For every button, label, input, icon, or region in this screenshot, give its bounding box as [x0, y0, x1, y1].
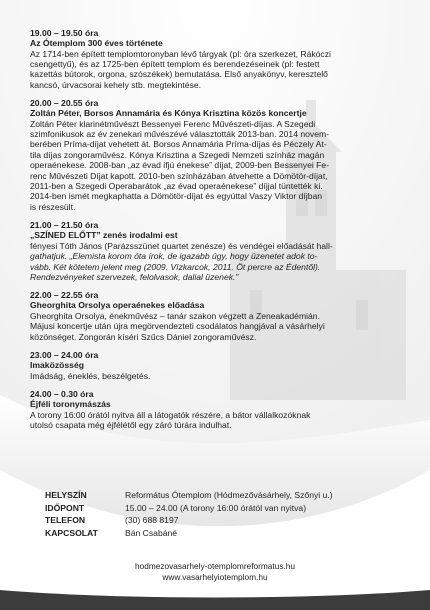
description-line: vább. Két kötetem jelent meg (2009. Vízkarcok, 2011. Öt percre az Édentől).	[30, 261, 321, 272]
event-time: 20.00 – 20.55 óra	[30, 98, 99, 109]
description-line: Zoltán Péter klarinétművészt Bessenyei Ferenc Művészeti-díjas. A Szegedi	[30, 118, 316, 129]
event-5	[30, 350, 402, 381]
website-link-1[interactable]: hodmezovasarhely-otemplomreformatus.hu	[134, 561, 296, 571]
description-line: szimfonikusok az év zenekari művészévé választották 2013-ban. 2014 novem-	[30, 129, 330, 140]
event-description	[30, 410, 402, 431]
description-line: 2011-ben a Szegedi Operabarátok „az évad operaénekese” díjjal tüntették ki.	[30, 181, 323, 192]
info-value: Bán Csabáné	[125, 527, 178, 538]
description-line: renc Művészeti Díjat kapott. 2010-ben színházában átvehette a Dömötör-díjat,	[30, 170, 328, 181]
info-row-venue	[45, 489, 333, 502]
info-table	[45, 489, 333, 539]
event-title: Gheorghita Orsolya operaénekes előadása	[30, 300, 205, 311]
event-description	[30, 371, 402, 381]
event-title: Éjféli toronymászás	[30, 399, 111, 410]
info-label: IDŐPONT	[45, 502, 85, 513]
event-title: „SZÍNED ELŐTT” zenés irodalmi est	[30, 230, 178, 241]
info-label: TELEFON	[45, 515, 86, 526]
description-line: Rendezvényeket szervezek, felolvasok, dalial üzenek.”	[30, 272, 239, 282]
description-line: Az 1714-ben épített templomtoronyban lévő tárgyak (pl: óra szerkezet, Rákóczi	[30, 48, 331, 59]
event-time: 21.00 – 21.50 óra	[30, 220, 99, 231]
info-row-contact	[45, 527, 333, 540]
description-line: utolsó csapata még éjfélétől egy záró túrára indulhat.	[30, 419, 232, 430]
description-line: kazettás bútorok, orgona, szószékek) bemutatása. Első anyakönyv, keresztelő	[30, 69, 328, 80]
event-2	[30, 98, 402, 212]
event-6	[30, 389, 402, 430]
description-line: A torony 16:00 órától nyitva áll a látogatók részére, a bátor vállalkozóknak	[30, 409, 311, 420]
event-time: 19.00 – 19.50 óra	[30, 28, 99, 38]
event-4	[30, 290, 402, 342]
description-line: 2014-ben ismét megkaphatta a Dömötör-díjat és egyúttal Vaszy Viktor díjban	[30, 191, 323, 202]
info-value: Református Ótemplom (Hódmezővásárhely, Szőnyi u.)	[125, 490, 333, 500]
description-line: Gheorghita Orsolya, énekművész – tanár szakon végzett a Zeneakadémián.	[30, 310, 320, 321]
description-line: Májusi koncertje után újra megörvendezteti csodálatos hangjával a vásárhelyi	[30, 321, 325, 332]
event-description	[30, 119, 402, 213]
event-title: Zoltán Péter, Borsos Annamária és Kónya Krisztina közös koncertje	[30, 108, 307, 119]
description-line: csengettyű), és az 1725-ben épített templom és berendezéseinek (pl: festett	[30, 58, 320, 69]
event-time: 23.00 – 24.00 óra	[30, 350, 99, 361]
description-line: operaénekese. 2008-ban „az évad ifjú énekese” díjat, 2009-ben Bessenyei Fe-	[30, 160, 330, 171]
info-label: KAPCSOLAT	[45, 527, 98, 538]
event-1	[30, 28, 402, 90]
description-line: gathatjuk. „Elemista korom óta írok, de igazabb úgy, hogy üzenetet adok to-	[30, 251, 318, 262]
website-link-2[interactable]: www.vasarhelyiotemplom.hu	[162, 572, 268, 582]
event-description	[30, 311, 402, 342]
description-line: közönséget. Zongorán kíséri Szűcs Dániel zongoraművész.	[30, 331, 257, 342]
info-value: (30) 688 8197	[125, 515, 179, 526]
event-time: 24.00 – 0.30 óra	[30, 389, 94, 400]
info-label: HELYSZÍN	[45, 490, 87, 500]
description-line: tila díjas zongoraművész. Kónya Krisztina a Szegedi Nemzeti színház magán	[30, 149, 325, 160]
description-line: is részesült.	[30, 201, 76, 212]
event-description	[30, 241, 402, 283]
description-line: Imádság, éneklés, beszélgetés.	[30, 370, 151, 381]
event-time: 22.00 – 22.55 óra	[30, 290, 99, 301]
info-row-time	[45, 502, 333, 515]
event-3	[30, 220, 402, 282]
info-row-phone	[45, 514, 333, 527]
description-line: kancsó, úrvacsorai kehely stb. megtekintése.	[30, 79, 202, 90]
footer-links	[0, 561, 430, 583]
event-title: Az Ótemplom 300 éves története	[30, 38, 163, 48]
description-line: berében Príma-díjat vehetett át. Borsos Annamária Príma-díjas és Péczely At-	[30, 139, 327, 150]
info-value: 15.00 – 24.00 (A torony 16:00 órától van nyitva)	[125, 502, 307, 513]
event-description	[30, 49, 402, 91]
program-list	[30, 28, 402, 438]
description-line: fényesi Tóth János (Parázsszünet quartet zenésze) és vendégei előadását hall-	[30, 240, 333, 251]
event-title: Imaközösség	[30, 360, 84, 371]
